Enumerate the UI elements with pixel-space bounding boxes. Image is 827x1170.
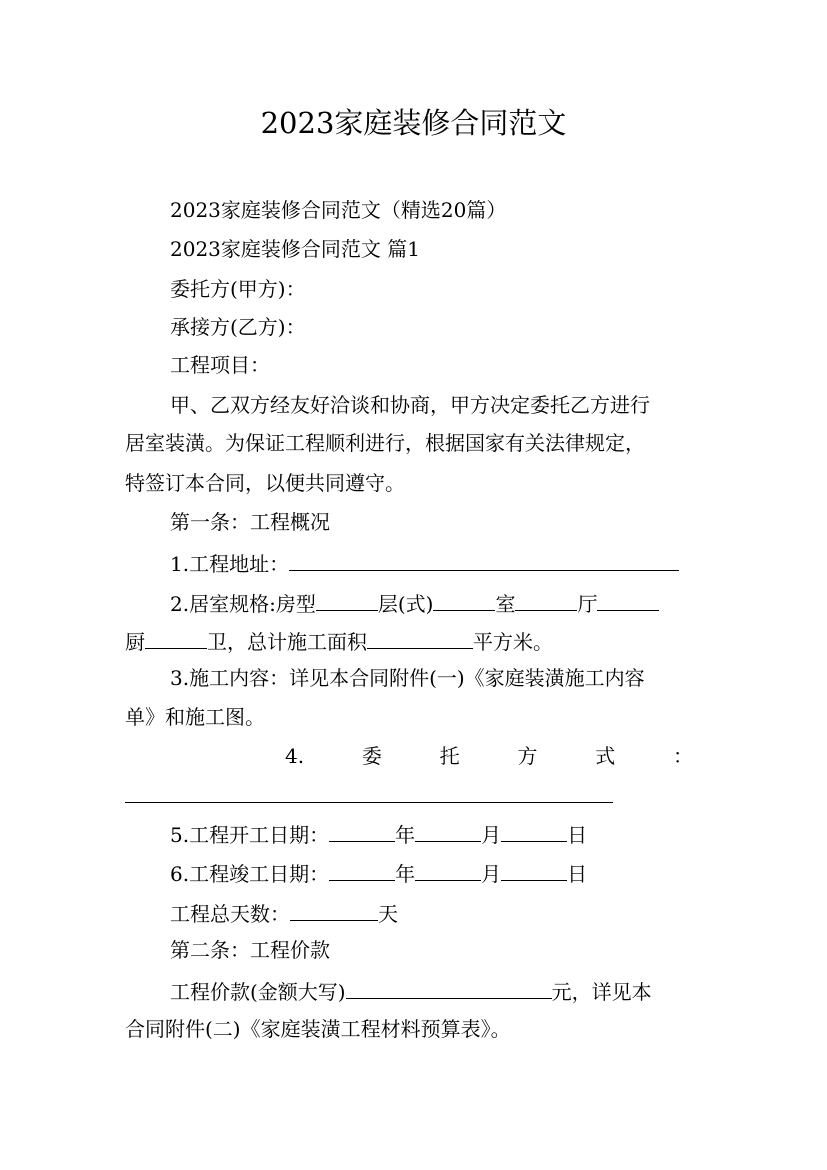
room-spec-line-1 [170,588,705,618]
start-year-blank [329,819,395,842]
article-1-title: 第一条：工程概况 [170,510,330,534]
spec-room-label: 室 [495,592,516,616]
price-blank [346,976,552,999]
party-b-line: 承接方(乙方)： [170,315,306,339]
method-char: 4. [285,744,305,768]
total-days-line [170,898,705,928]
day-label: 日 [567,862,588,886]
address-blank [289,548,679,571]
address-label: 1.工程地址： [170,552,290,576]
floor-blank [433,588,495,611]
method-char: 方 [517,744,538,768]
document-title: 2023家庭装修合同范文 [260,106,567,140]
hall-blank [597,588,659,611]
method-char: 委 [361,744,382,768]
day-label: 日 [567,823,588,847]
total-days-unit: 天 [378,902,398,926]
total-days-label: 工程总天数： [170,902,290,926]
method-char: 式 [595,744,616,768]
start-month-blank [415,819,481,842]
start-date-line [170,819,705,849]
method-blank [125,802,613,803]
project-line: 工程项目： [170,353,270,377]
year-label: 年 [395,862,416,886]
method-char: 托 [439,744,460,768]
party-a-line: 委托方(甲方)： [170,277,306,301]
total-days-blank [290,898,378,921]
intro-paragraph-line-2: 居室装潢。为保证工程顺利进行，根据国家有关法律规定， [125,431,645,455]
end-year-blank [329,858,395,881]
section-title: 2023家庭装修合同范文 篇1 [170,237,420,261]
spec-hall-label: 厅 [577,592,598,616]
month-label: 月 [481,862,502,886]
price-line-2: 合同附件(二)《家庭装潢工程材料预算表》。 [125,1017,511,1041]
spec-floor-label: 层(式) [377,592,434,616]
end-month-blank [415,858,481,881]
subtitle: 2023家庭装修合同范文（精选20篇） [170,198,507,222]
price-unit: 元，详见本 [551,980,652,1004]
content-line-2: 单》和施工图。 [125,705,265,729]
price-label: 工程价款(金额大写) [170,980,346,1004]
article-2-title: 第二条：工程价款 [170,938,330,962]
kitchen-blank [145,626,207,649]
start-date-label: 5.工程开工日期： [170,823,330,847]
intro-paragraph-line-1: 甲、乙双方经友好洽谈和协商，甲方决定委托乙方进行 [170,393,650,417]
spec-unit-label: 平方米。 [473,630,553,654]
price-line-1 [170,976,705,1006]
content-line-1: 3.施工内容：详见本合同附件(一)《家庭装潢施工内容 [170,666,645,690]
room-spec-line-2 [125,626,705,656]
intro-paragraph-line-3: 特签订本合同，以便共同遵守。 [125,471,405,495]
method-char: ： [673,744,693,768]
year-label: 年 [395,823,416,847]
spec-label: 2.居室规格:房型 [170,592,316,616]
start-day-blank [501,819,567,842]
end-date-label: 6.工程竣工日期： [170,862,330,886]
address-line [170,548,705,578]
spec-kitchen-label: 厨 [125,630,145,654]
method-line [285,742,693,770]
month-label: 月 [481,823,502,847]
end-date-line [170,858,705,888]
area-blank [367,626,473,649]
end-day-blank [501,858,567,881]
room-blank [515,588,577,611]
spec-bath-label: 卫，总计施工面积 [207,630,367,654]
house-type-blank [316,588,378,611]
